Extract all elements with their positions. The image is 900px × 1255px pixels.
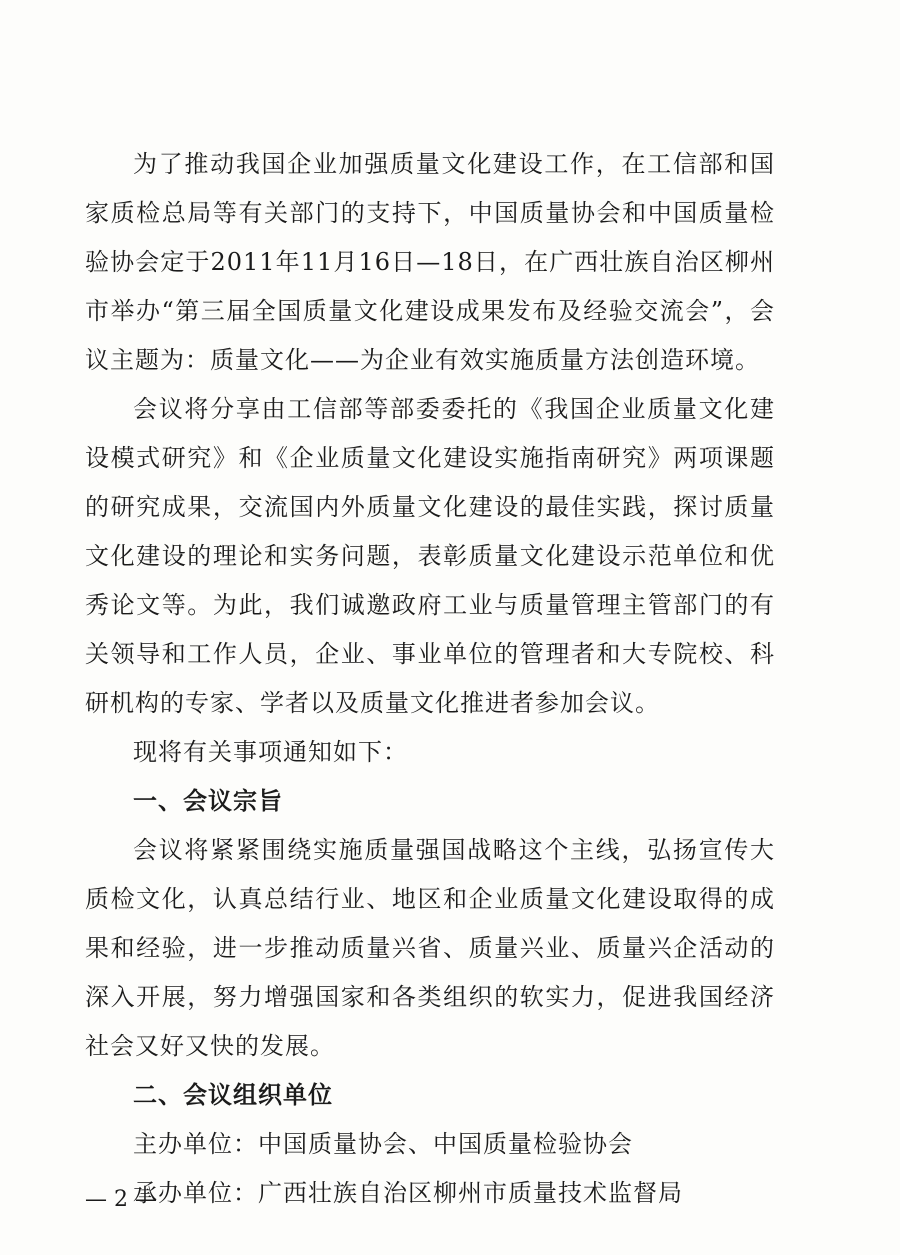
page-number: — 2 — xyxy=(85,1187,157,1212)
section-body-aim: 会议将紧紧围绕实施质量强国战略这个主线，弘扬宣传大质检文化，认真总结行业、地区和企业质量文化建设取得的成果和经验，进一步推动质量兴省、质量兴业、质量兴企活动的深入开展，努力增强国家和各类组织的软实力，促进我国经济社会又好又快的发展。 xyxy=(85,836,775,1060)
notice-line: 现将有关事项通知如下： xyxy=(133,738,408,766)
document-body xyxy=(85,140,775,1218)
intro-paragraph: 为了推动我国企业加强质量文化建设工作，在工信部和国家质检总局等有关部门的支持下，中国质量协会和中国质量检验协会定于2011年11月16日—18日，在广西壮族自治区柳州市举办“第三届全国质量文化建设成果发布及经验交流会”，会议主题为：质量文化——为企业有效实施质量方法创造环境。 xyxy=(85,150,775,374)
purpose-paragraph: 会议将分享由工信部等部委委托的《我国企业质量文化建设模式研究》和《企业质量文化建设实施指南研究》两项课题的研究成果，交流国内外质量文化建设的最佳实践，探讨质量文化建设的理论和实务问题，表彰质量文化建设示范单位和优秀论文等。为此，我们诚邀政府工业与质量管理主管部门的有关领导和工作人员，企业、事业单位的管理者和大专院校、科研机构的专家、学者以及质量文化推进者参加会议。 xyxy=(85,395,775,717)
host-unit-line: 主办单位：中国质量协会、中国质量检验协会 xyxy=(133,1130,633,1158)
section-heading-organizers: 二、会议组织单位 xyxy=(133,1081,333,1109)
organizer-unit-line: 承办单位：广西壮族自治区柳州市质量技术监督局 xyxy=(133,1179,683,1207)
section-heading-aim: 一、会议宗旨 xyxy=(133,787,283,815)
